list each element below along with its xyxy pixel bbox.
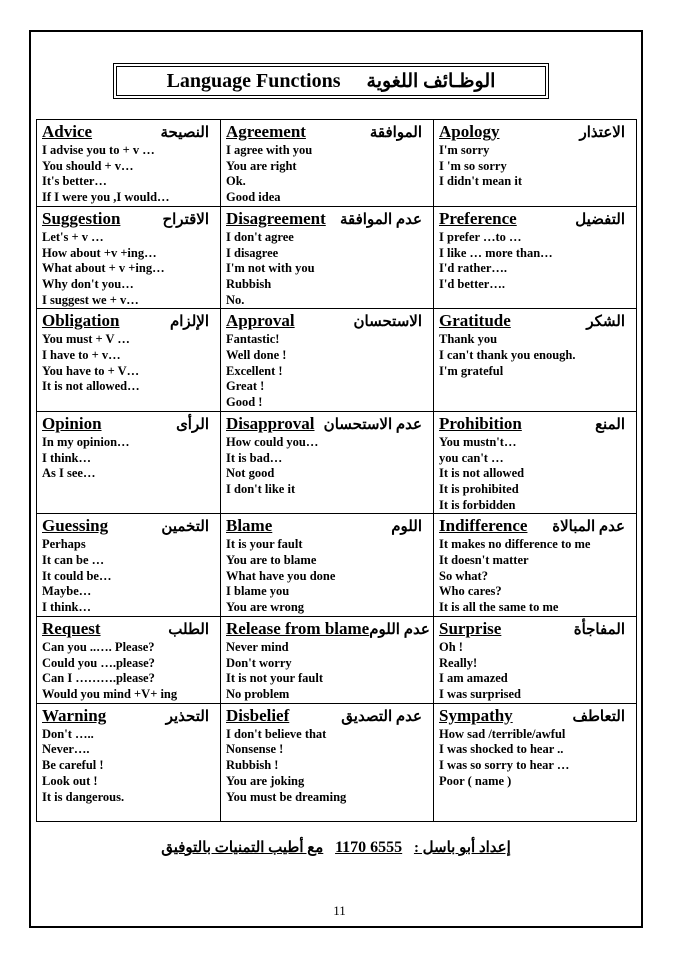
expression-item: You should + v… [42,158,134,173]
function-cell [37,206,221,309]
function-name: Request [42,618,101,638]
function-name-arabic: عدم المبالاة [552,519,625,536]
expression-item: No problem [226,686,290,701]
function-heading [226,311,428,332]
function-heading [226,516,428,537]
expression-item: I'd rather…. [439,261,508,276]
expression-item: I'm sorry [439,143,490,157]
table-row [37,206,637,309]
expression-list [439,435,631,514]
expression-item: Nonsense ! [226,742,284,757]
expression-item: Rubbish [226,276,272,291]
function-name: Disapproval [226,413,315,433]
function-heading [439,209,631,230]
expression-item: It could be… [42,568,112,583]
function-name-arabic: المفاجأة [573,621,625,638]
function-cell [37,616,221,703]
expression-list [439,143,631,190]
function-name: Obligation [42,311,120,331]
function-heading [439,122,631,143]
page-title-arabic: الوظـائف اللغوية [366,70,496,92]
expression-item: It is not your fault [226,671,324,686]
expression-item: It makes no difference to me [439,537,591,552]
expression-item: What about + v +ing… [42,261,165,276]
expression-item: You are joking [226,773,305,788]
title-box [113,63,549,99]
function-heading [439,414,631,435]
expression-list [42,640,215,703]
expression-item: It can be … [42,553,105,568]
expression-item: Good idea [226,190,281,205]
expression-item: It is forbidden [439,497,516,512]
function-cell [37,514,221,617]
function-name: Disagreement [226,208,326,228]
function-cell [434,616,637,703]
expression-item: I don't believe that [226,726,327,741]
expression-item: I can't thank you enough. [439,348,576,363]
function-name: Indifference [439,516,528,536]
table-row [37,309,637,412]
expression-item: Great ! [226,379,265,394]
page-number: 11 [333,903,346,918]
expression-item: I'd better…. [439,276,505,291]
expression-item: It is not allowed… [42,379,140,394]
function-cell [434,514,637,617]
function-name: Gratitude [439,311,511,331]
function-cell [434,206,637,309]
function-cell [221,703,434,821]
function-heading [42,414,215,435]
expression-item: Can you ..…. Please? [42,639,155,654]
expression-item: I don't agree [226,229,294,244]
expression-item: Well done ! [226,348,287,363]
expression-item: I'm not with you [226,261,315,276]
function-cell [221,514,434,617]
function-cell [221,309,434,412]
expression-item: Maybe… [42,584,92,599]
expression-item: I prefer …to … [439,229,522,244]
function-name-arabic: الإلزام [169,314,209,331]
function-name-arabic: عدم الموافقة [340,211,422,228]
function-cell [221,616,434,703]
function-name: Blame [226,516,273,536]
expression-item: Could you ….please? [42,655,155,670]
function-heading [439,311,631,332]
expression-item: Excellent ! [226,363,283,378]
expression-item: I 'm so sorry [439,158,507,173]
expression-item: You are to blame [226,553,317,568]
function-heading [42,619,215,640]
table-row [37,616,637,703]
expression-item: I disagree [226,245,279,260]
function-heading [226,414,428,435]
expression-list [42,727,215,806]
function-name: Release from blame [226,618,370,638]
expression-item: It is all the same to me [439,600,559,615]
expression-item: So what? [439,568,488,583]
expression-list [42,537,215,616]
expression-item: Rubbish ! [226,758,279,773]
expression-list [439,332,631,379]
footer-credit [36,838,636,857]
expression-list [226,640,428,703]
expression-item: It is not allowed [439,466,525,481]
expression-item: How could you… [226,434,319,449]
expression-item: I advise you to + v … [42,143,155,157]
function-heading [42,209,215,230]
expression-item: I was shocked to hear .. [439,742,564,757]
page-title: Language Functions [166,69,341,92]
expression-item: You must + V … [42,332,130,347]
function-cell [434,411,637,514]
expression-item: I blame you [226,584,290,599]
expression-list [439,727,631,790]
functions-table [36,119,637,822]
function-name-arabic: الطلب [168,621,209,638]
function-name-arabic: التفضيل [575,211,625,228]
expression-item: Ok. [226,174,246,189]
expression-item: If I were you ,I would… [42,190,170,205]
expression-item: I think… [42,450,91,465]
footer-phone: 1170 6555 [335,839,403,856]
function-heading [226,619,428,640]
expression-item: You have to + V… [42,363,140,378]
expression-item: You mustn't… [439,434,517,449]
expression-item: How sad /terrible/awful [439,726,566,741]
expression-item: I am amazed [439,671,508,686]
expression-item: Be careful ! [42,758,104,773]
expression-item: I think… [42,600,91,615]
function-heading [226,209,428,230]
expression-list [42,143,215,206]
expression-item: You are right [226,158,297,173]
function-name: Suggestion [42,208,121,228]
expression-list [439,230,631,293]
function-name-arabic: عدم اللوم [369,621,430,638]
function-heading [226,706,428,727]
expression-item: It is dangerous. [42,789,125,804]
function-heading [439,706,631,727]
expression-item: I was so sorry to hear … [439,758,570,773]
expression-list [226,143,428,206]
table-row [37,411,637,514]
function-cell [37,120,221,207]
function-cell [221,120,434,207]
function-heading [42,516,215,537]
expression-item: I didn't mean it [439,174,523,189]
table-row [37,703,637,821]
footer-wishes: مع أطيب التمنيات بالتوفيق [161,840,324,856]
expression-list [226,332,428,411]
expression-item: Let's + v … [42,229,104,244]
function-heading [439,619,631,640]
expression-list [226,435,428,498]
function-heading [42,122,215,143]
expression-item: It is prohibited [439,481,519,496]
function-name: Sympathy [439,705,513,725]
function-name: Advice [42,122,93,141]
expression-item: I agree with you [226,143,313,157]
expression-item: Not good [226,466,275,481]
expression-item: Who cares? [439,584,502,599]
expression-item: Don't ….. [42,726,94,741]
expression-item: Really! [439,655,478,670]
expression-item: Never mind [226,639,289,654]
function-cell [221,206,434,309]
function-name-arabic: الاستحسان [353,314,422,331]
expression-item: As I see… [42,466,96,481]
expression-item: It is bad… [226,450,283,465]
expression-item: Never…. [42,742,90,757]
function-name-arabic: الموافقة [369,125,422,141]
function-name: Surprise [439,618,502,638]
expression-list [42,435,215,482]
expression-item: It's better… [42,174,107,189]
table-row [37,514,637,617]
expression-item: What have you done [226,568,336,583]
expression-item: How about +v +ing… [42,245,157,260]
expression-item: Good ! [226,395,263,410]
function-name-arabic: التحذير [165,708,209,725]
expression-item: I like … more than… [439,245,553,260]
expression-list [42,230,215,309]
function-name-arabic: النصيحة [160,125,209,141]
expression-item: No. [226,292,245,307]
expression-item: It is your fault [226,537,303,552]
function-cell [221,411,434,514]
function-heading [439,516,631,537]
expression-item: you can't … [439,450,504,465]
function-cell [37,703,221,821]
function-name-arabic: المنع [595,416,625,433]
expression-list [226,727,428,806]
function-name-arabic: الاعتذار [579,125,625,141]
expression-item: In my opinion… [42,434,130,449]
function-cell [434,309,637,412]
expression-item: I don't like it [226,481,296,496]
function-name: Approval [226,311,295,331]
expression-item: Oh ! [439,639,463,654]
function-name-arabic: اللوم [391,519,422,536]
function-name: Guessing [42,516,109,536]
function-name-arabic: التخمين [161,519,209,536]
expression-item: You are wrong [226,600,305,615]
expression-item: Can I ……….please? [42,671,155,686]
expression-item: I suggest we + v… [42,292,139,307]
expression-item: I was surprised [439,686,521,701]
function-name: Warning [42,705,107,725]
expression-item: Why don't you… [42,276,134,291]
function-cell [434,703,637,821]
function-heading [42,311,215,332]
expression-list [42,332,215,395]
footer-prepared-by: إعداد أبو باسل : [413,840,511,856]
expression-item: It doesn't matter [439,553,529,568]
function-cell [434,120,637,207]
function-heading [226,122,428,143]
function-name-arabic: الشكر [586,314,625,331]
function-name: Agreement [226,122,306,141]
expression-list [439,537,631,616]
expression-item: I'm grateful [439,363,504,378]
function-name: Opinion [42,413,102,433]
expression-item: You must be dreaming [226,789,347,804]
expression-item: Perhaps [42,537,86,552]
function-cell [37,411,221,514]
expression-item: Poor ( name ) [439,773,512,788]
function-heading [42,706,215,727]
expression-item: Would you mind +V+ ing [42,686,178,701]
function-name-arabic: عدم الاستحسان [323,416,422,433]
function-name-arabic: الاقتراح [162,211,209,228]
function-name: Prohibition [439,413,522,433]
function-name: Disbelief [226,705,290,725]
expression-list [226,537,428,616]
expression-item: I have to + v… [42,348,121,363]
function-name-arabic: عدم التصديق [341,708,422,725]
expression-item: Look out ! [42,773,98,788]
function-cell [37,309,221,412]
expression-item: Fantastic! [226,332,280,347]
function-name-arabic: التعاطف [572,708,625,725]
expression-item: Don't worry [226,655,292,670]
expression-list [439,640,631,703]
function-name-arabic: الرأى [176,416,209,433]
function-name: Apology [439,122,500,141]
table-row [37,120,637,207]
function-name: Preference [439,208,517,228]
expression-item: Thank you [439,332,498,347]
expression-list [226,230,428,309]
